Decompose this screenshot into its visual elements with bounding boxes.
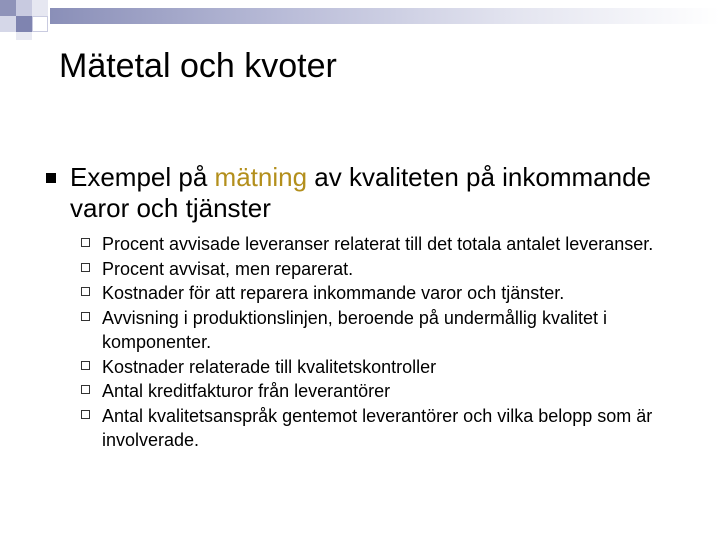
sub-bullet-text: Kostnader för att reparera inkommande varor och tjänster. [102, 283, 565, 303]
list-item [80, 404, 700, 453]
hollow-square-bullet-icon [81, 312, 90, 321]
decor-square [32, 0, 48, 16]
decor-square [16, 16, 32, 32]
decor-square [0, 16, 16, 32]
highlighted-term: mätning [214, 162, 308, 192]
slide-title: Mätetal och kvoter [59, 47, 337, 85]
hollow-square-bullet-icon [81, 263, 90, 272]
sub-bullet-text: Avvisning i produktionslinjen, beroende på undermållig kvalitet i komponenter. [102, 307, 607, 352]
list-item [80, 306, 700, 355]
decor-square [16, 32, 32, 40]
hollow-square-bullet-icon [81, 238, 90, 247]
decor-square [32, 16, 48, 32]
hollow-square-bullet-icon [81, 361, 90, 370]
list-item [80, 281, 700, 306]
hollow-square-bullet-icon [81, 410, 90, 419]
main-bullet-text-after: av kvaliteten på inkommande varor och tjänster [70, 162, 651, 223]
sub-bullet-text: Procent avvisat, men reparerat. [102, 258, 354, 279]
filled-square-bullet-icon [46, 173, 56, 183]
sub-bullet-list [80, 232, 700, 453]
hollow-square-bullet-icon [81, 287, 90, 296]
sub-bullet-text: Antal kreditfakturor från leverantörer [102, 381, 391, 401]
sub-bullet-text: Antal kvalitetsanspråk gentemot leverantörer och vilka belopp som är involverade. [102, 405, 653, 450]
main-bullet-text [70, 162, 690, 224]
list-item [80, 257, 700, 282]
decor-square [0, 0, 16, 16]
list-item [80, 232, 700, 257]
main-bullet-text-before: Exempel på [70, 162, 215, 192]
list-item [80, 355, 700, 380]
header-decoration [0, 0, 720, 40]
list-item [80, 379, 700, 404]
header-gradient-band [50, 8, 720, 24]
hollow-square-bullet-icon [81, 385, 90, 394]
decor-square [16, 0, 32, 16]
sub-bullet-text: Procent avvisade leveranser relaterat till det totala antalet leveranser. [102, 234, 654, 254]
sub-bullet-text: Kostnader relaterade till kvalitetskontroller [102, 356, 437, 377]
